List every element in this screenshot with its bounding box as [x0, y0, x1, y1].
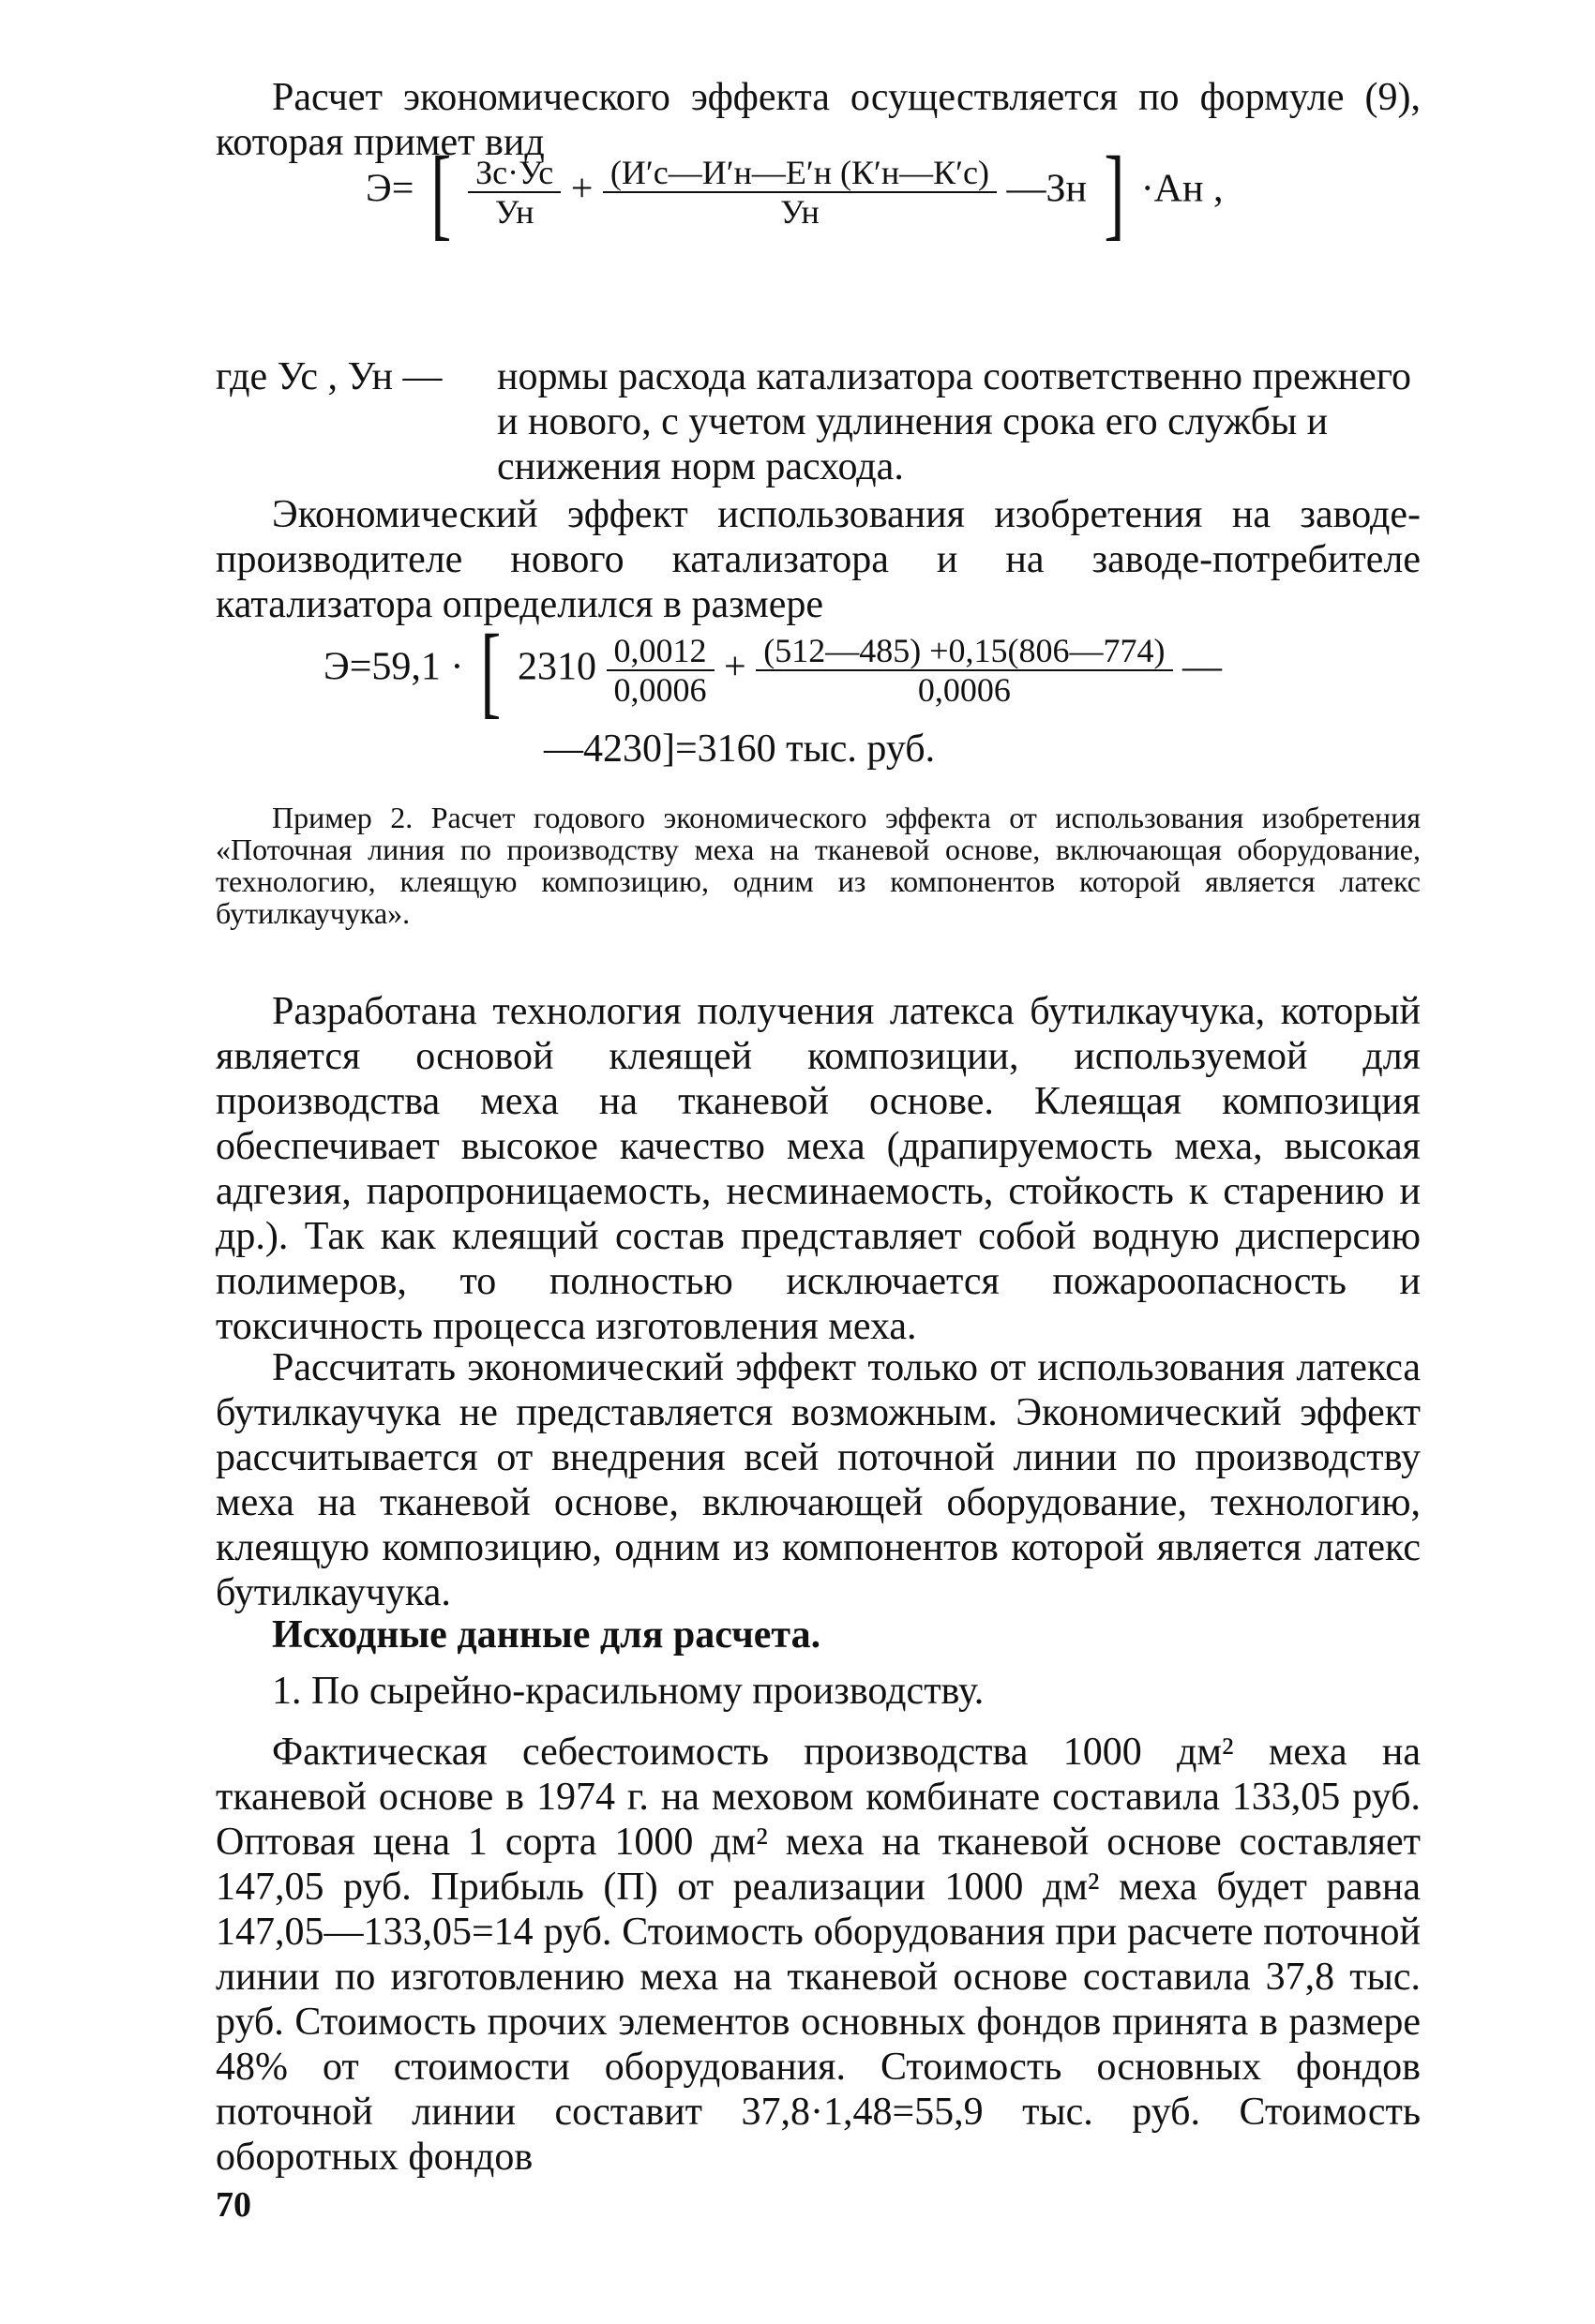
- formula2-dash: —: [1182, 645, 1222, 689]
- formula2-fraction-1: [607, 632, 715, 709]
- effect-paragraph: Экономический эффект использования изобретения на заводе-производителе нового катализатора и на заводе-потребителе катализатора определился в размере: [216, 493, 1421, 626]
- fraction-denominator: Ун: [780, 193, 820, 231]
- where-label: где Ус , Ун —: [216, 355, 443, 398]
- fraction-numerator: 0,0012: [607, 632, 715, 671]
- calculation-paragraph: Рассчитать экономический эффект только от использования латекса бутилкаучука не представляется возможным. Экономический эффект рассчитывается от внедрения всей поточной линии по производству меха на тканевой основе, включающей оборудование, технологию, клеящую композицию, одним из компонентов которой является латекс бутилкаучука.: [216, 1346, 1421, 1614]
- technology-paragraph: Разработана технология получения латекса бутилкаучука, который является основой клеящей композиции, используемой для производства меха на тканевой основе. Клеящая композиция обеспечивает высокое качество меха (драпируемость меха, высокая адгезия, паропроницаемость, несминаемость, стойкость к старению и др.). Так как клеящий состав представляет собой водную дисперсию полимеров, то полностью исключается пожароопасность и токсичность процесса изготовления меха.: [216, 990, 1421, 1348]
- formula2-fraction-2: [756, 632, 1172, 709]
- list-item-1: 1. По сырейно-красильному производству.: [272, 1670, 985, 1713]
- fraction-numerator: (И′с—И′н—Е′н (К′н—К′с): [603, 154, 997, 193]
- formula1-plus: +: [570, 167, 594, 211]
- formula-effect-result: —4230]=3160 тыс. руб.: [544, 727, 936, 771]
- formula1-tail: ·Ан ,: [1140, 167, 1224, 211]
- formula1-minus-term: —Зн: [1006, 167, 1088, 211]
- fraction-denominator: 0,0006: [613, 671, 707, 709]
- fraction-denominator: 0,0006: [917, 671, 1011, 709]
- formula2-plus: +: [724, 645, 746, 689]
- formula2-lhs: Э=59,1 ·: [324, 645, 464, 689]
- example-2-caption: Пример 2. Расчет годового экономического эффекта от использования изобретения «Поточная линия по производству меха на тканевой основе, включающая оборудование, технологию, клеящую композицию, одним из компонентов которой является латекс бутилкаучука».: [216, 801, 1421, 930]
- section-heading: Исходные данные для расчета.: [272, 1613, 821, 1657]
- formula1-lhs: Э=: [366, 167, 414, 211]
- formula-economic-effect: [366, 135, 1224, 249]
- cost-paragraph: Фактическая себестоимость производства 1000 дм² меха на тканевой основе в 1974 г. на меховом комбинате составила 133,05 руб. Оптовая цена 1 сорта 1000 дм² меха на тканевой основе составляет 147,05 руб. Прибыль (П) от реализации 1000 дм² меха будет равна 147,05—133,05=14 руб. Стоимость оборудования при расчете поточной линии по изготовлению меха на тканевой основе составила 37,8 тыс. руб. Стоимость прочих элементов основных фондов принята в размере 48% от стоимости оборудования. Стоимость основных фондов поточной линии составит 37,8·1,48=55,9 тыс. руб. Стоимость оборотных фондов: [216, 1731, 1421, 2179]
- formula-effect-values: [324, 613, 1222, 727]
- intro-paragraph: Расчет экономического эффекта осуществляется по формуле (9), которая примет вид: [216, 76, 1421, 164]
- open-bracket: [: [480, 613, 502, 727]
- formula1-fraction-1: [468, 154, 561, 231]
- where-explanation: нормы расхода катализатора соответственно прежнего и нового, с учетом удлинения срока его службы и снижения норм расхода.: [497, 355, 1411, 488]
- fraction-numerator: (512—485) +0,15(806—774): [756, 632, 1172, 671]
- fraction-numerator: Зс·Ус: [468, 154, 561, 193]
- page-number: 70: [216, 2185, 251, 2225]
- formula2-coef: 2310: [518, 645, 597, 689]
- fraction-denominator: Ун: [494, 193, 534, 231]
- formula1-fraction-2: [603, 154, 997, 231]
- open-bracket: [: [430, 135, 452, 249]
- close-bracket: ]: [1103, 135, 1124, 249]
